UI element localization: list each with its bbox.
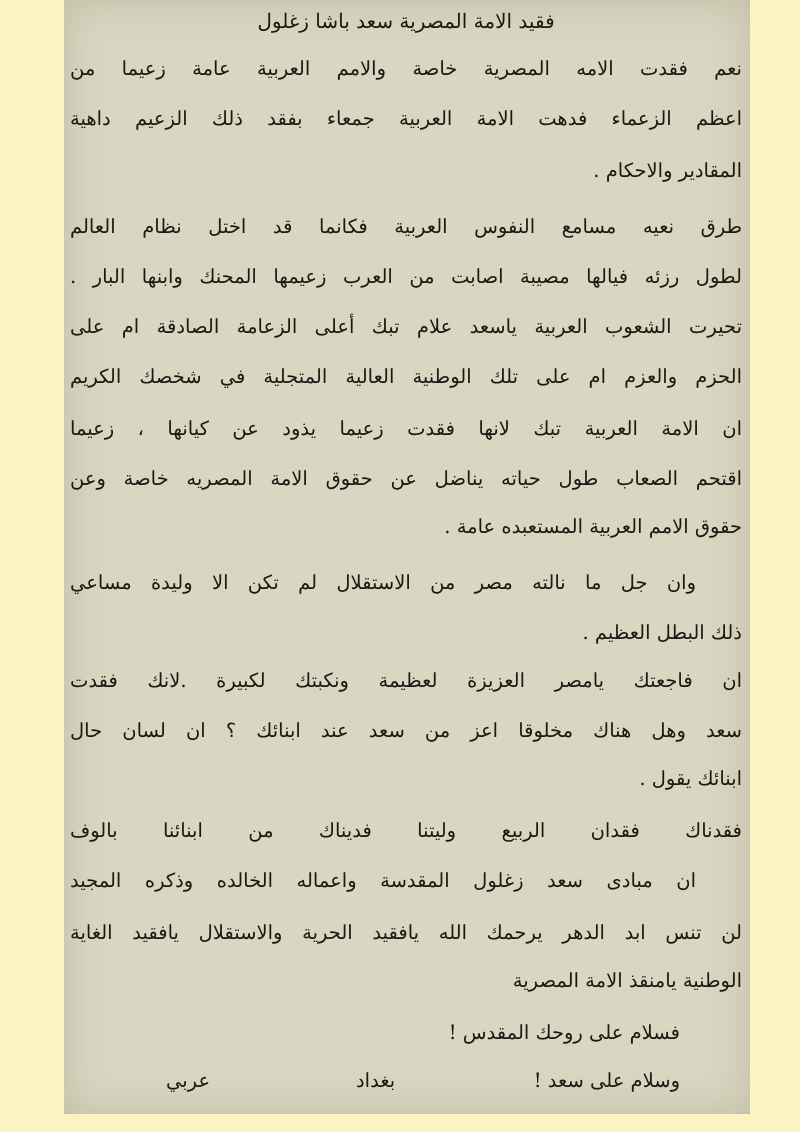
article-title: فقيد الامة المصرية سعد باشا زغلول [257, 9, 555, 33]
text-line: نعم فقدت الامه المصرية خاصة والامم العربية عامة زعيما من [70, 57, 742, 80]
text-line: تحيرت الشعوب العربية ياسعد علام تبك أعلى الزعامة الصادقة ام على [70, 315, 742, 338]
author-signature: عربي [166, 1069, 211, 1092]
text-line: طرق نعيه مسامع النفوس العربية فكانما قد اختل نظام العالم [70, 215, 742, 238]
text-line: ذلك البطل العظيم . [582, 621, 742, 644]
text-line: فسلام على روحك المقدس ! [448, 1021, 680, 1044]
text-line: سعد وهل هناك مخلوقا اعز من سعد عند ابنائك ؟ ان لسان حال [70, 719, 742, 742]
text-line: وان جل ما نالته مصر من الاستقلال لم تكن الا وليدة مساعي [70, 571, 696, 594]
text-line: اقتحم الصعاب طول حياته يناضل عن حقوق الامة المصريه خاصة وعن [70, 467, 742, 490]
text-line: لطول رزئه فيالها مصيبة اصابت من العرب زعيمها المحنك وابنها البار . [70, 265, 742, 288]
place-name: بغداد [356, 1069, 396, 1092]
text-line: ان فاجعتك يامصر العزيزة لعظيمة ونكبتك لكبيرة .لانك فقدت [70, 669, 742, 692]
text-line: اعظم الزعماء فدهت الامة العربية جمعاء بفقد ذلك الزعيم داهية [70, 107, 742, 130]
text-line: الحزم والعزم ام على تلك الوطنية العالية المتجلية في شخصك الكريم [70, 365, 742, 388]
newspaper-page [64, 0, 750, 1114]
closing-line: وسلام على سعد ! [533, 1069, 680, 1092]
text-line: ابنائك يقول . [639, 767, 742, 790]
text-line: حقوق الامم العربية المستعبده عامة . [444, 515, 742, 538]
verse-line: فقدناك فقدان الربيع وليتنا فديناك من ابنائنا بالوف [70, 819, 742, 842]
text-line: الوطنية يامنقذ الامة المصرية [512, 969, 742, 992]
text-line: ان مبادى سعد زغلول المقدسة واعماله الخالده وذكره المجيد [70, 869, 696, 892]
text-line: ان الامة العربية تبك لانها فقدت زعيما يذود عن كيانها ، زعيما [70, 417, 742, 440]
text-line: لن تنس ابد الدهر يرحمك الله يافقيد الحرية والاستقلال يافقيد الغاية [70, 921, 742, 944]
article [70, 0, 742, 1114]
text-line: المقادير والاحكام . [593, 159, 742, 182]
